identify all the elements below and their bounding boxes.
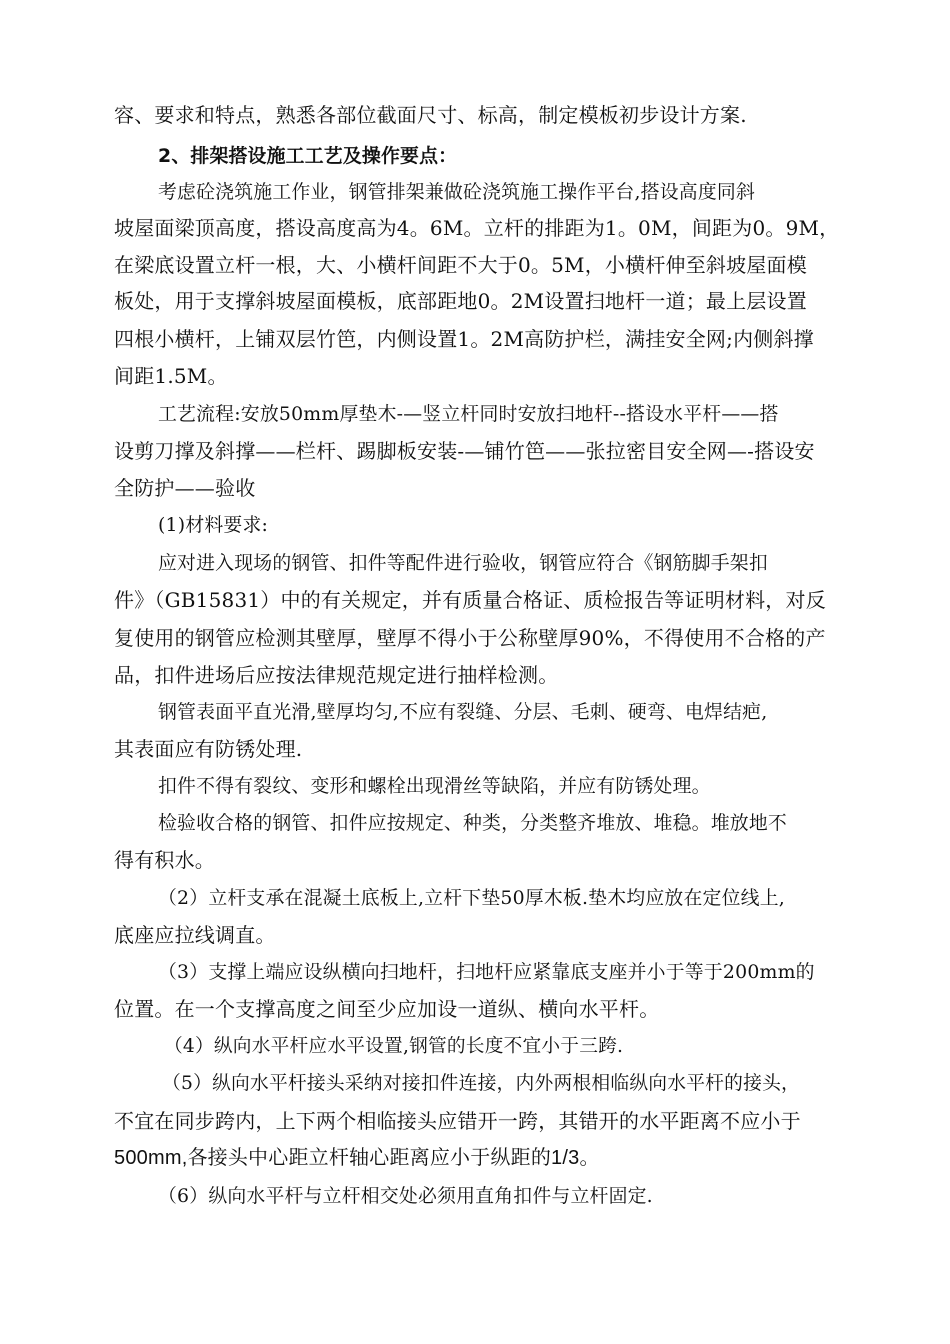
paragraph-first-line: 扣件不得有裂纹、变形和螺栓出现滑丝等缺陷，并应有防锈处理。 [158,775,711,797]
paragraph-first-line: 工艺流程:安放50mm厚垫木-—竖立杆同时安放扫地杆--搭设水平杆——搭 [158,403,779,425]
text-line: 品，扣件进场后应按法律规范规定进行抽样检测。 [114,663,559,687]
paragraph-first-line: 考虑砼浇筑施工作业，钢管排架兼做砼浇筑施工操作平台,搭设高度同斜 [158,181,756,203]
paragraph-first-line: （6）纵向水平杆与立杆相交处必须用直角扣件与立杆固定. [158,1185,653,1207]
text-line: 位置。在一个支撑高度之间至少应加设一道纵、横向水平杆。 [114,997,660,1021]
text-line: 设剪刀撑及斜撑——栏杆、踢脚板安装-—铺竹笆——张拉密目安全网—-搭设安 [114,439,815,463]
text-line: 在梁底设置立杆一根，大、小横杆间距不大于0。5M，小横杆伸至斜坡屋面模 [114,253,807,277]
text-line: 全防护——验收 [114,476,256,500]
text-line: 不宜在同步跨内，上下两个相临接头应错开一跨，其错开的水平距离不应小于 [114,1109,801,1133]
text-line: 底座应拉线调直。 [114,923,276,947]
text-line: 间距1.5M。 [114,364,228,388]
text-line: 复使用的钢管应检测其壁厚，壁厚不得小于公称壁厚90%，不得使用不合格的产 [114,626,826,650]
section-heading: 2、排架搭设施工工艺及操作要点： [158,145,458,167]
paragraph-first-line: （5）纵向水平杆接头采纳对接扣件连接，内外两根相临纵向水平杆的接头， [162,1073,801,1094]
text-line: 件》（GB15831）中的有关规定，并有质量合格证、质检报告等证明材料，对反 [114,588,826,612]
subsection-label: (1)材料要求: [158,514,269,536]
text-line: 四根小横杆，上铺双层竹笆，内侧设置1。2M高防护栏，满挂安全网;内侧斜撑 [114,327,814,351]
text-line: 得有积水。 [114,848,215,872]
text-line: 容、要求和特点，熟悉各部位截面尺寸、标高，制定模板初步设计方案. [114,103,747,127]
paragraph-first-line: 应对进入现场的钢管、扣件等配件进行验收，钢管应符合《钢筋脚手架扣 [158,552,768,574]
paragraph-first-line: （2）立杆支承在混凝土底板上,立杆下垫50厚木板.垫木均应放在定位线上, [158,887,785,909]
paragraph-first-line: 钢管表面平直光滑,壁厚均匀,不应有裂缝、分层、毛刺、硬弯、电焊结疤, [158,701,768,723]
text-line: 其表面应有防锈处理. [114,737,303,761]
paragraph-first-line: 检验收合格的钢管、扣件应按规定、种类，分类整齐堆放、堆稳。堆放地不 [158,812,787,834]
paragraph-first-line: （4）纵向水平杆应水平设置,钢管的长度不宜小于三跨. [164,1036,624,1057]
text-line: 500mm,各接头中心距立杆轴心距离应小于纵距的1/3。 [114,1147,600,1169]
text-line: 坡屋面梁顶高度，搭设高度高为4。6M。立杆的排距为1。0M，间距为0。9M， [114,216,840,240]
text-line: 板处，用于支撑斜坡屋面模板，底部距地0。2M设置扫地杆一道；最上层设置 [114,289,807,313]
paragraph-first-line: （3）支撑上端应设纵横向扫地杆，扫地杆应紧靠底支座并小于等于200mm的 [158,961,815,983]
